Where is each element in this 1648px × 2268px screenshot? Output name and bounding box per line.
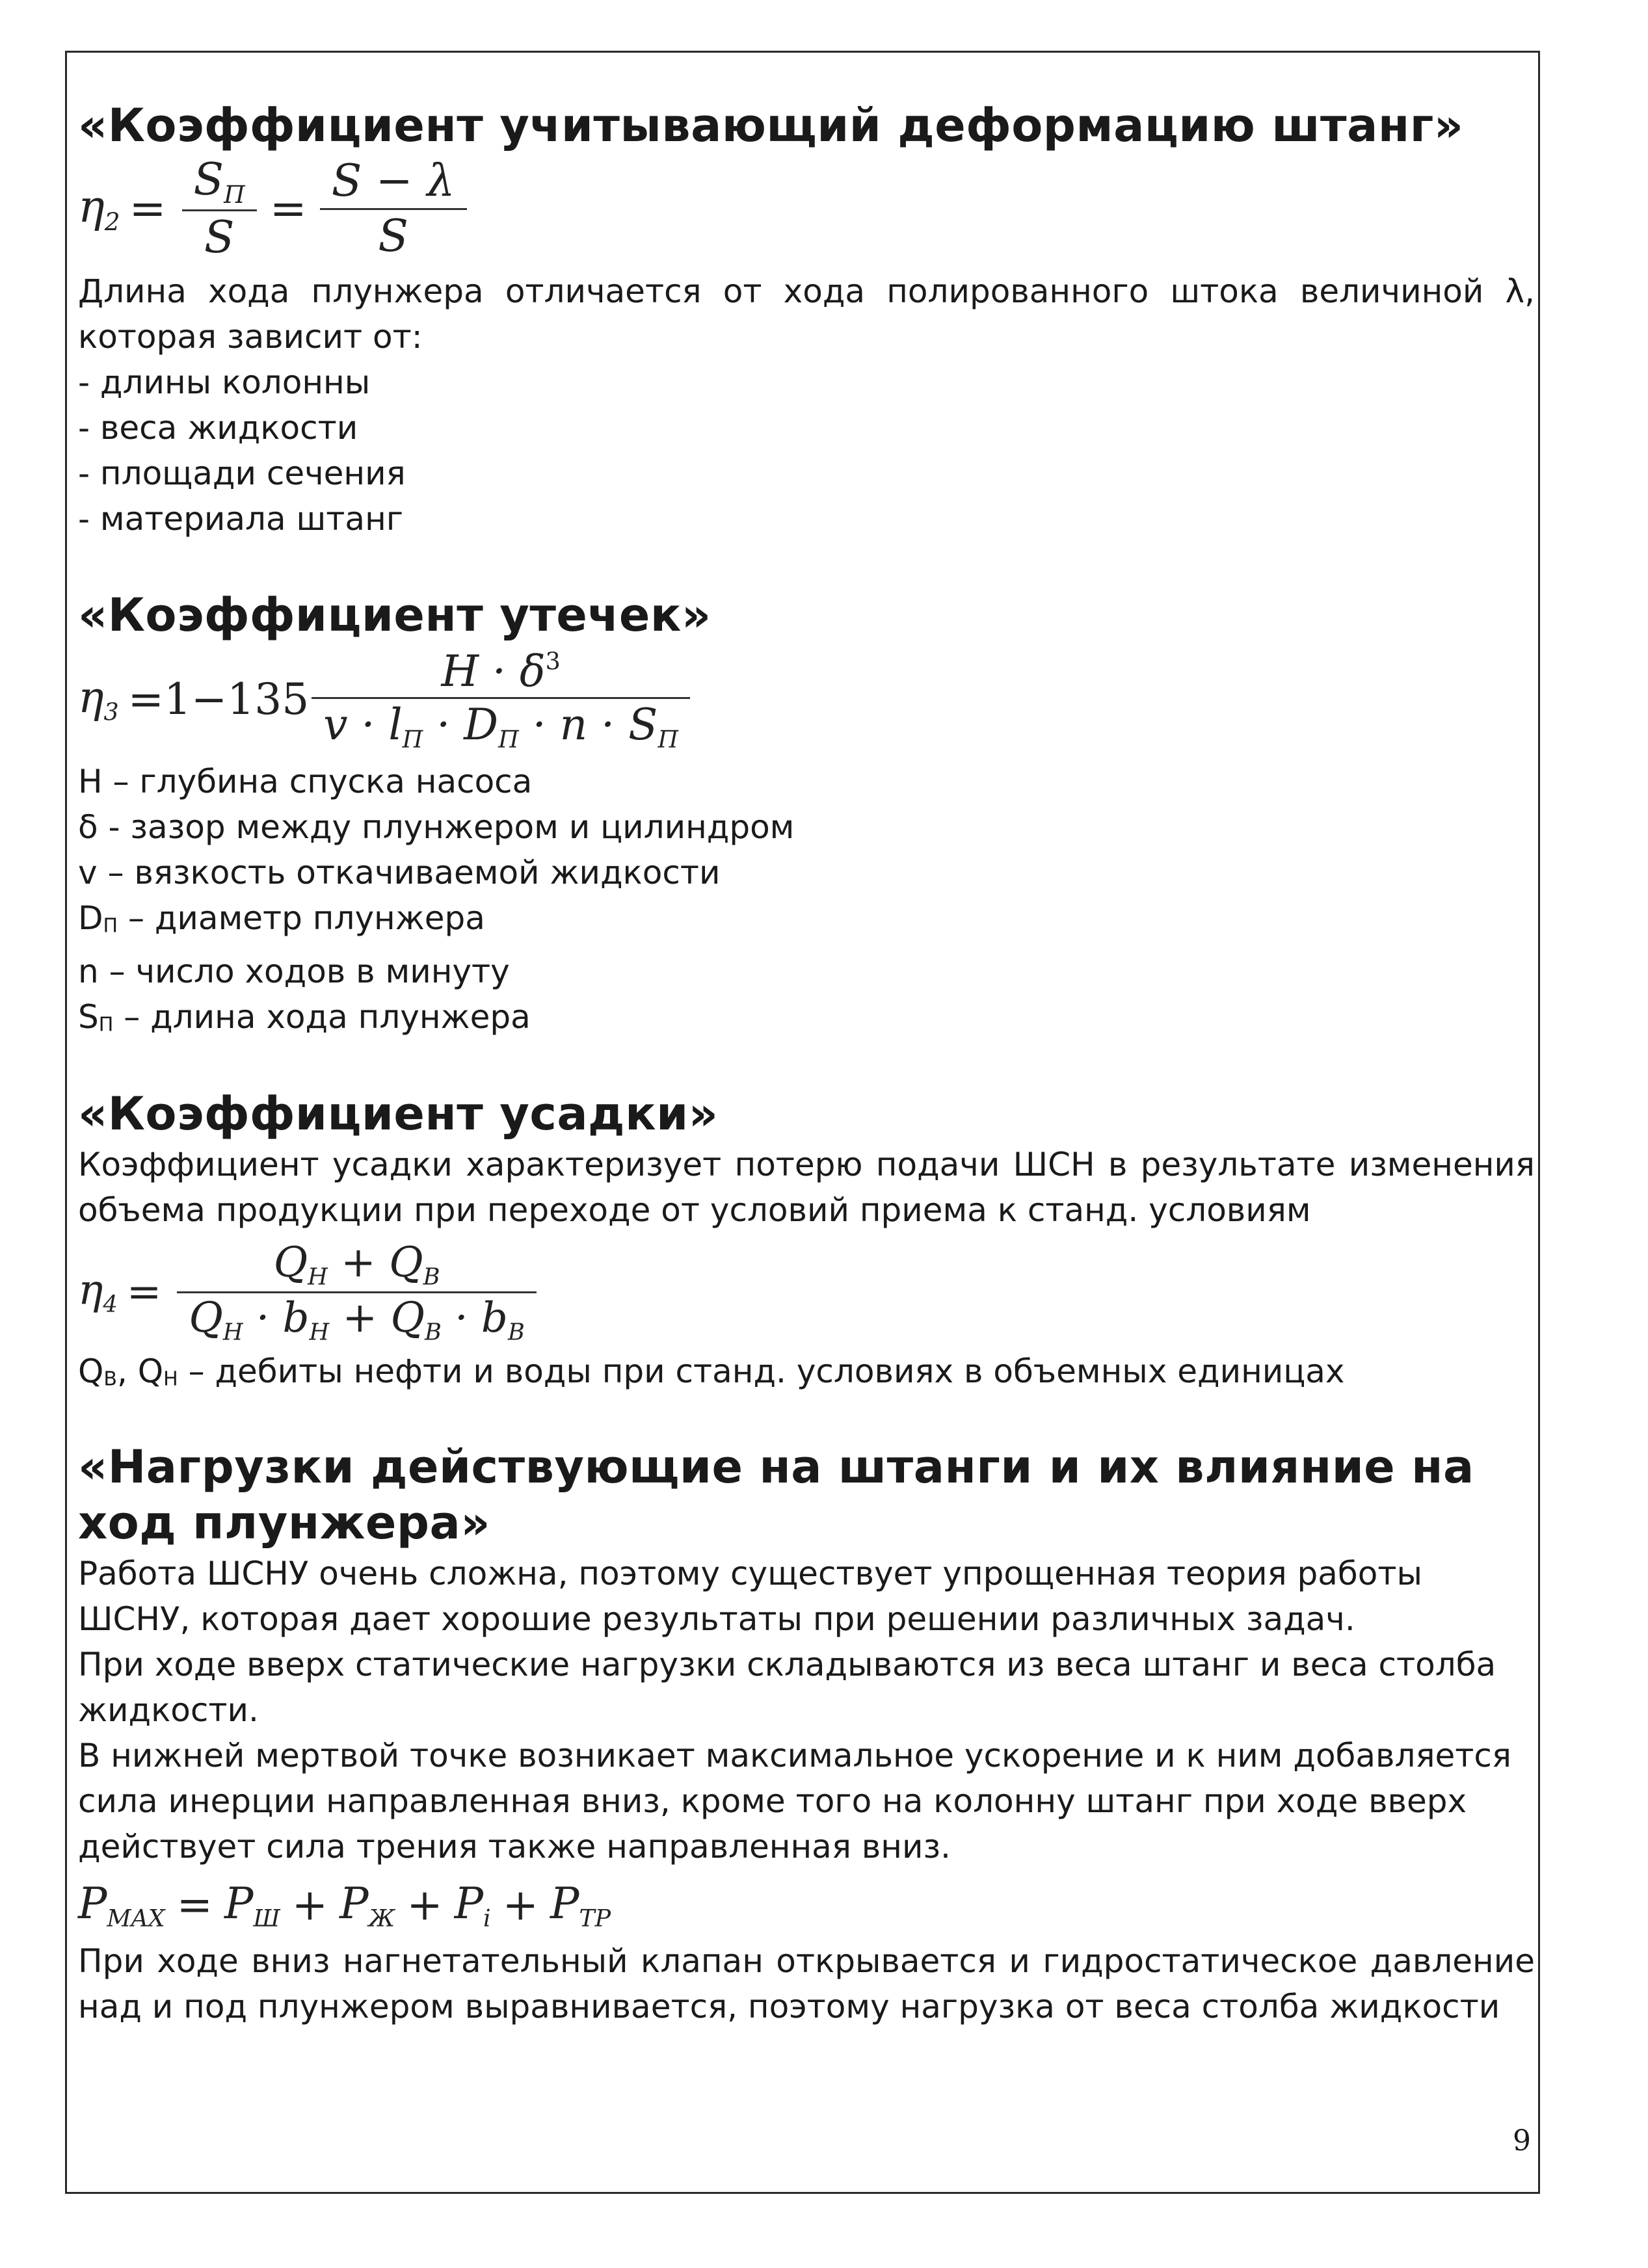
leakage-definitions xyxy=(78,759,1535,1048)
rod-loads-paragraph-2: При ходе вверх статические нагрузки складываются из веса штанг и веса столба жидкости. xyxy=(78,1645,1496,1729)
definition-item: DП – диаметр плунжера xyxy=(78,899,485,938)
formula-eta2: $\eta_2$ = $\frac{S_П}{S}$ = $\frac{S - \lambda}{S}$ xyxy=(78,153,1535,265)
shrinkage-paragraph: Коэффициент усадки характеризует потерю подачи ШСН в результате изменения объема продукции при переходе от условий приема к станд. условиям xyxy=(78,1145,1535,1229)
definition-item: δ - зазор между плунжером и цилиндром xyxy=(78,808,795,846)
formula-eta2-frac2: $\frac{S - \lambda}{S}$ xyxy=(320,155,467,263)
formula-eta3-lhs: $\eta_3$ xyxy=(78,672,119,727)
formula-eta4-lhs: $\eta_4$ xyxy=(78,1266,118,1318)
formula-pmax: $P_{MAX}$ = $P_Ш$ + $P_Ж$ + $P_i$ + $P_{TP}$ xyxy=(78,1878,611,1932)
definition-item: v – вязкость откачиваемой жидкости xyxy=(78,853,721,891)
formula-eta3: $\eta_3$ =1−135 $\frac{H \cdot \delta^3}{v \cdot l_П \cdot D_П \cdot n \cdot S_П}$ xyxy=(78,646,1535,754)
list-item: - материала штанг xyxy=(78,499,404,538)
definition-item: n – число ходов в минуту xyxy=(78,953,510,991)
list-item: - веса жидкости xyxy=(78,408,358,447)
list-item: - площади сечения xyxy=(78,454,406,492)
section-title-rod-loads: «Нагрузки действующие на штанги и их влияние на ход плунжера» xyxy=(78,1440,1474,1549)
formula-eta3-frac: $\frac{H \cdot \delta^3}{v \cdot l_П \cdot D_П \cdot n \cdot S_П}$ xyxy=(312,646,690,754)
formula-eta2-lhs: $\eta_2$ xyxy=(78,181,120,237)
section-title-leakage: «Коэффициент утечек» xyxy=(78,588,711,642)
rod-loads-paragraph-3: В нижней мертвой точке возникает максимальное ускорение и к ним добавляется сила инерции направленная вниз, кроме того на колонну штанг при ходе вверх действует сила трения также направленная вниз. xyxy=(78,1736,1511,1866)
definition-item: H – глубина спуска насоса xyxy=(78,762,533,800)
formula-eta2-frac1: $\frac{S_П}{S}$ xyxy=(182,153,257,265)
formula-eta4-frac: $\frac{Q_Н + Q_В}{Q_Н \cdot b_Н + Q_В \cdot b_В}$ xyxy=(177,1238,536,1346)
rod-deformation-paragraph: Длина хода плунжера отличается от хода полированного штока величиной λ, которая зависит от: xyxy=(78,272,1535,356)
rod-loads-paragraph-1: Работа ШСНУ очень сложна, поэтому существует упрощенная теория работы ШСНУ, которая дает хорошие результаты при решении различных задач. xyxy=(78,1554,1422,1638)
formula-eta4: $\eta_4$ = $\frac{Q_Н + Q_В}{Q_Н \cdot b_Н + Q_В \cdot b_В}$ xyxy=(78,1238,1535,1346)
rod-deformation-list xyxy=(78,360,1535,542)
rod-loads-paragraph-4: При ходе вниз нагнетательный клапан открывается и гидростатическое давление над и под плунжером выравнивается, поэтому нагрузка от веса столба жидкости xyxy=(78,1942,1535,2026)
list-item: - длины колонны xyxy=(78,363,371,401)
shrinkage-note: QВ, QН – дебиты нефти и воды при станд. условиях в объемных единицах xyxy=(78,1352,1345,1391)
section-title-shrinkage: «Коэффициент усадки» xyxy=(78,1087,719,1141)
definition-item: SП – длина хода плунжера xyxy=(78,998,531,1036)
page-number: 9 xyxy=(1513,2124,1531,2157)
section-title-rod-deformation: «Коэффициент учитывающий деформацию штанг» xyxy=(78,99,1464,152)
page-content xyxy=(78,98,1535,2029)
